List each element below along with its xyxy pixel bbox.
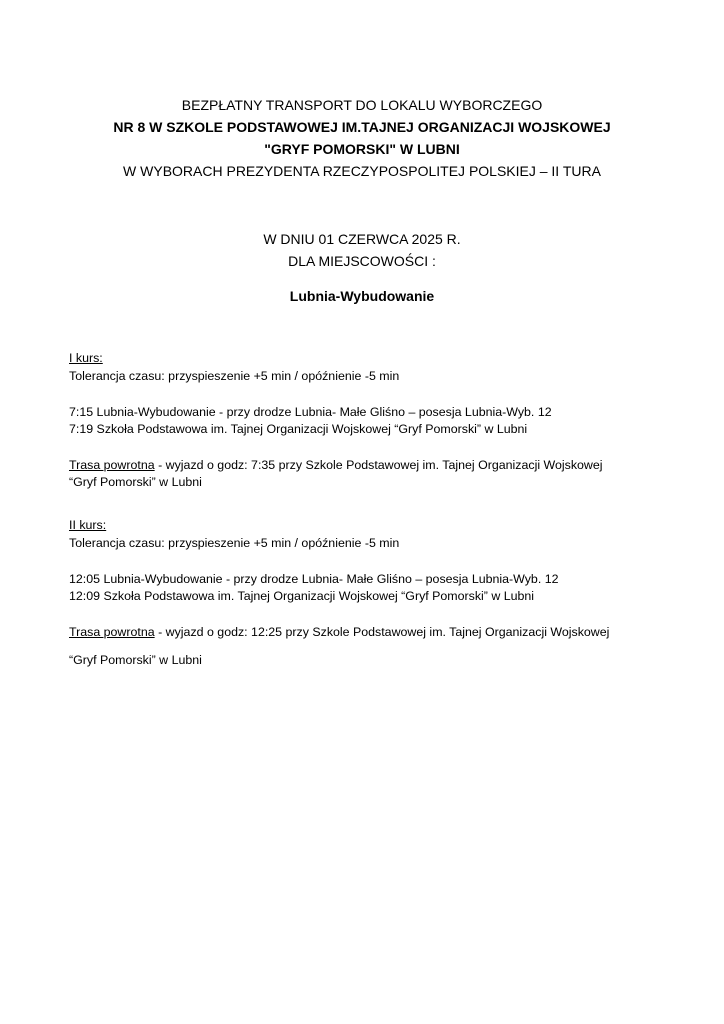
date-block	[0, 228, 724, 272]
document-header	[0, 94, 724, 182]
course-1-return	[69, 456, 669, 474]
return-route-text: - wyjazd o godz: 7:35 przy Szkole Podstawowej im. Tajnej Organizacji Wojskowej	[154, 458, 603, 472]
course-2-tolerance: Tolerancja czasu: przyspieszenie +5 min / opóźnienie -5 min	[69, 536, 400, 550]
course-1-return-line-2: “Gryf Pomorski” w Lubni	[69, 475, 202, 489]
date-line: W DNIU 01 CZERWCA 2025 R.	[263, 231, 461, 247]
course-2-return	[69, 623, 669, 641]
course-1-stop-2: 7:19 Szkoła Podstawowa im. Tajnej Organizacji Wojskowej “Gryf Pomorski” w Lubni	[69, 422, 528, 436]
course-title: II kurs:	[69, 518, 107, 532]
header-line-2: NR 8 W SZKOLE PODSTAWOWEJ IM.TAJNEJ ORGANIZACJI WOJSKOWEJ	[113, 119, 611, 135]
course-1-tolerance: Tolerancja czasu: przyspieszenie +5 min / opóźnienie -5 min	[69, 369, 400, 383]
course-2-stop-2: 12:09 Szkoła Podstawowa im. Tajnej Organizacji Wojskowej “Gryf Pomorski” w Lubni	[69, 589, 535, 603]
course-2-return-line-2: “Gryf Pomorski” w Lubni	[69, 653, 202, 667]
return-route-text: - wyjazd o godz: 12:25 przy Szkole Podstawowej im. Tajnej Organizacji Wojskowej	[154, 625, 610, 639]
locality-name: Lubnia-Wybudowanie	[289, 288, 435, 304]
header-line-3: "GRYF POMORSKI" W LUBNI	[264, 141, 460, 157]
return-route-label: Trasa powrotna	[69, 458, 155, 472]
header-line-1: BEZPŁATNY TRANSPORT DO LOKALU WYBORCZEGO	[181, 97, 543, 113]
return-route-label: Trasa powrotna	[69, 625, 155, 639]
header-line-4: W WYBORACH PREZYDENTA RZECZYPOSPOLITEJ POLSKIEJ – II TURA	[123, 163, 601, 179]
course-1-title	[69, 349, 669, 367]
course-2-title	[69, 516, 669, 534]
course-2-stop-1: 12:05 Lubnia-Wybudowanie - przy drodze Lubnia- Małe Gliśno – posesja Lubnia-Wyb. 12	[69, 572, 559, 586]
course-1-stop-1: 7:15 Lubnia-Wybudowanie - przy drodze Lubnia- Małe Gliśno – posesja Lubnia-Wyb. 12	[69, 405, 552, 419]
course-title: I kurs:	[69, 351, 103, 365]
locality-label: DLA MIEJSCOWOŚCI :	[288, 253, 436, 269]
